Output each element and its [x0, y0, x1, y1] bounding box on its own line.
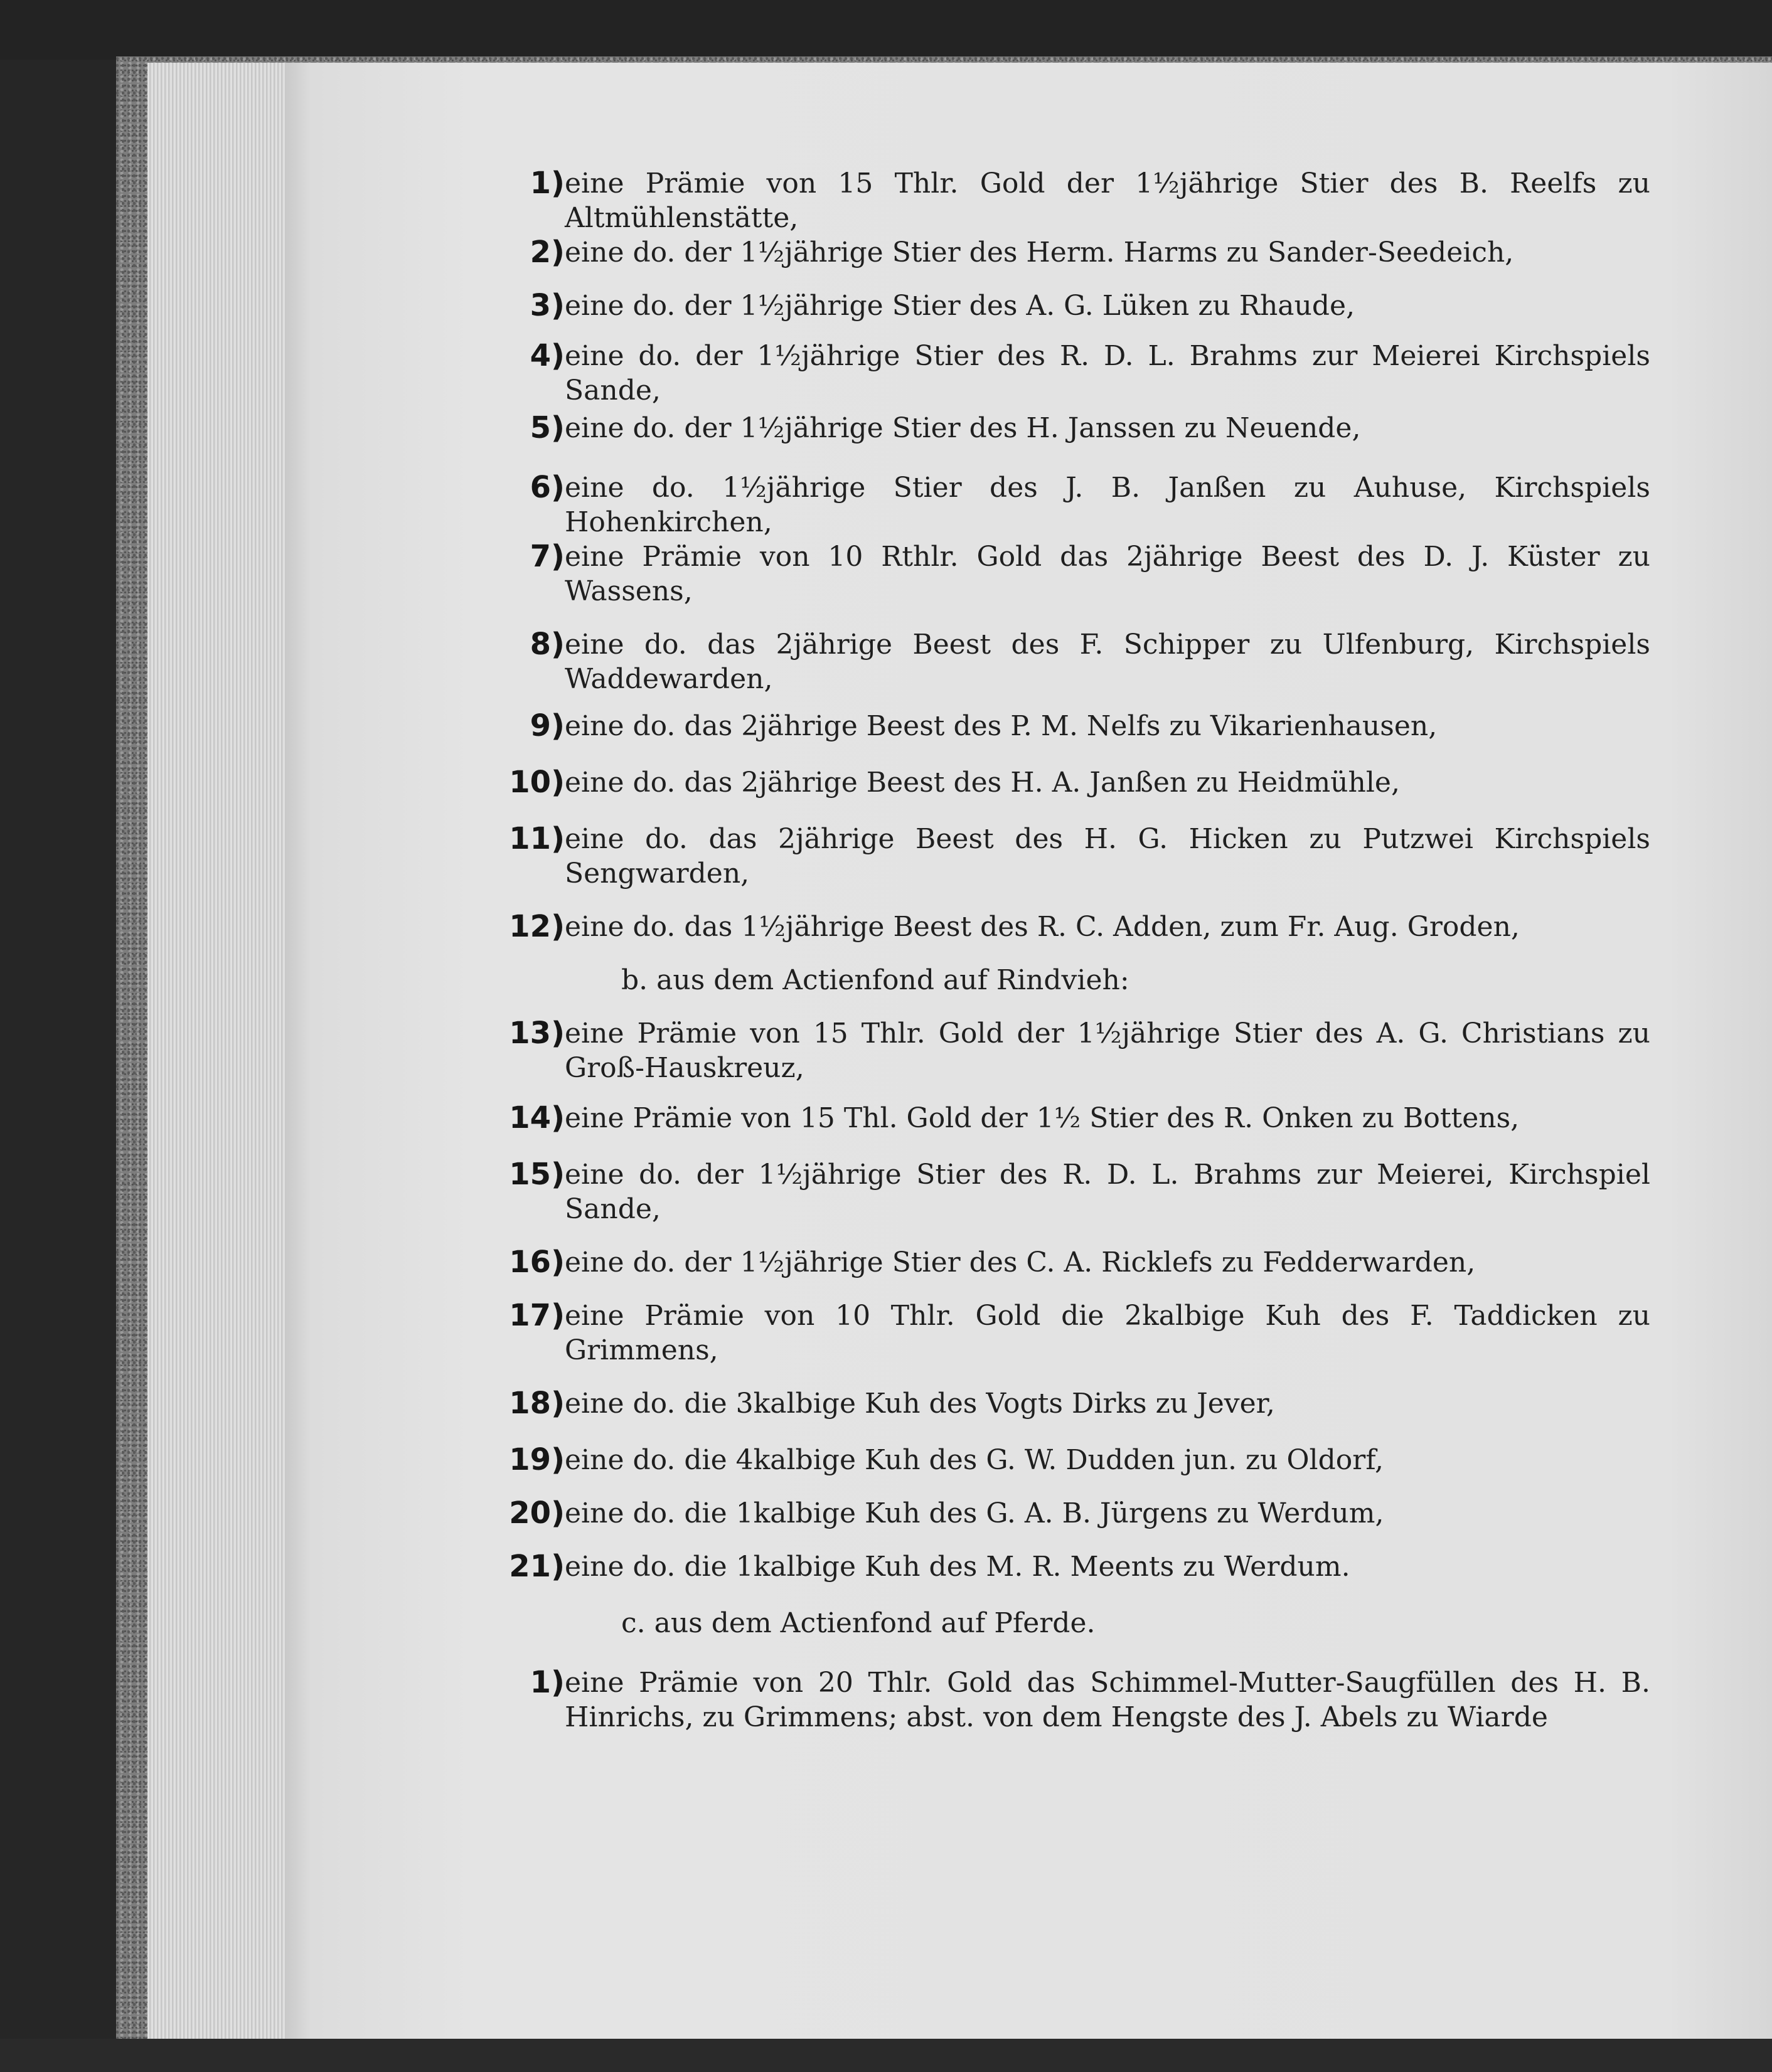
entry-number: 10) [509, 765, 565, 800]
entry-text: eine do. das 2jährige Beest des H. A. Janßen zu Heidmühle, [565, 767, 1400, 799]
entry-number: 11) [509, 821, 565, 856]
entry-text: eine do. der 1½jährige Stier des A. G. Lüken zu Rhaude, [565, 290, 1355, 322]
entry-text: eine do. 1½jährige Stier des J. B. Janßen zu Auhuse, Kirchspiels Hohenkirchen, [565, 472, 1650, 538]
entry-text: eine do. der 1½jährige Stier des H. Janssen zu Neuende, [565, 412, 1361, 444]
entry-text: eine do. die 1kalbige Kuh des M. R. Meents zu Werdum. [565, 1551, 1350, 1583]
entry-text: eine do. die 1kalbige Kuh des G. A. B. Jürgens zu Werdum, [565, 1497, 1384, 1529]
entry-number: 8) [530, 627, 565, 662]
entry-text: eine Prämie von 15 Thlr. Gold der 1½jährige Stier des B. Reelfs zu Altmühlenstätte, [565, 167, 1650, 234]
entry-text: eine Prämie von 10 Rthlr. Gold das 2jährige Beest des D. J. Küster zu Wassens, [565, 541, 1650, 607]
entry-number: 12) [509, 909, 565, 944]
entry-number: 5) [530, 410, 565, 445]
entry-number: 19) [509, 1442, 565, 1477]
section-heading-rindvieh: b. aus dem Actienfond auf Rindvieh: [621, 964, 1129, 996]
entry-text: eine do. der 1½jährige Stier des R. D. L. Brahms zur Meierei Kirchspiels Sande, [565, 340, 1650, 406]
entry-number: 13) [509, 1016, 565, 1051]
entry-number: 3) [530, 288, 565, 323]
entry-text: eine Prämie von 20 Thlr. Gold das Schimmel-Mutter-Saugfüllen des H. B. Hinrichs, zu Grimmens; abst. von dem Hengste des J. Abels zu Wiarde [565, 1667, 1650, 1733]
entry-text: eine do. das 2jährige Beest des H. G. Hicken zu Putzwei Kirchspiels Sengwarden, [565, 823, 1650, 890]
entry-text: eine do. das 2jährige Beest des F. Schipper zu Ulfenburg, Kirchspiels Waddewarden, [565, 629, 1650, 695]
entry-number: 6) [530, 470, 565, 505]
entry-text: eine do. die 3kalbige Kuh des Vogts Dirks zu Jever, [565, 1388, 1275, 1420]
entry-text: eine do. der 1½jährige Stier des C. A. Ricklefs zu Fedderwarden, [565, 1246, 1476, 1278]
entry-number: 21) [509, 1549, 565, 1584]
entry-text: eine Prämie von 10 Thlr. Gold die 2kalbige Kuh des F. Taddicken zu Grimmens, [565, 1300, 1650, 1366]
entry-number: 7) [530, 539, 565, 574]
entry-text: eine Prämie von 15 Thl. Gold der 1½ Stier des R. Onken zu Bottens, [565, 1102, 1520, 1134]
entry-number: 18) [509, 1386, 565, 1421]
entry-number: 15) [509, 1157, 565, 1192]
entry-number: 2) [530, 235, 565, 270]
entry-text: eine do. der 1½jährige Stier des Herm. Harms zu Sander-Seedeich, [565, 236, 1514, 268]
entry-number: 1) [530, 166, 565, 201]
entry-number: 16) [509, 1245, 565, 1280]
section-heading-pferde: c. aus dem Actienfond auf Pferde. [621, 1607, 1096, 1639]
entry-number: 9) [530, 708, 565, 743]
entry-text: eine do. der 1½jährige Stier des R. D. L. Brahms zur Meierei, Kirchspiel Sande, [565, 1159, 1650, 1225]
entry-number: 20) [509, 1496, 565, 1531]
entry-text: eine do. das 1½jährige Beest des R. C. Adden, zum Fr. Aug. Groden, [565, 911, 1520, 943]
entry-text: eine Prämie von 15 Thlr. Gold der 1½jährige Stier des A. G. Christians zu Groß-Hauskreuz, [565, 1017, 1650, 1084]
entry-number: 4) [530, 338, 565, 373]
entry-number: 17) [509, 1298, 565, 1333]
entry-text: eine do. die 4kalbige Kuh des G. W. Dudden jun. zu Oldorf, [565, 1444, 1384, 1476]
entry-number: 1) [530, 1665, 565, 1700]
entry-number: 14) [509, 1100, 565, 1135]
entry-text: eine do. das 2jährige Beest des P. M. Nelfs zu Vikarienhausen, [565, 710, 1438, 742]
